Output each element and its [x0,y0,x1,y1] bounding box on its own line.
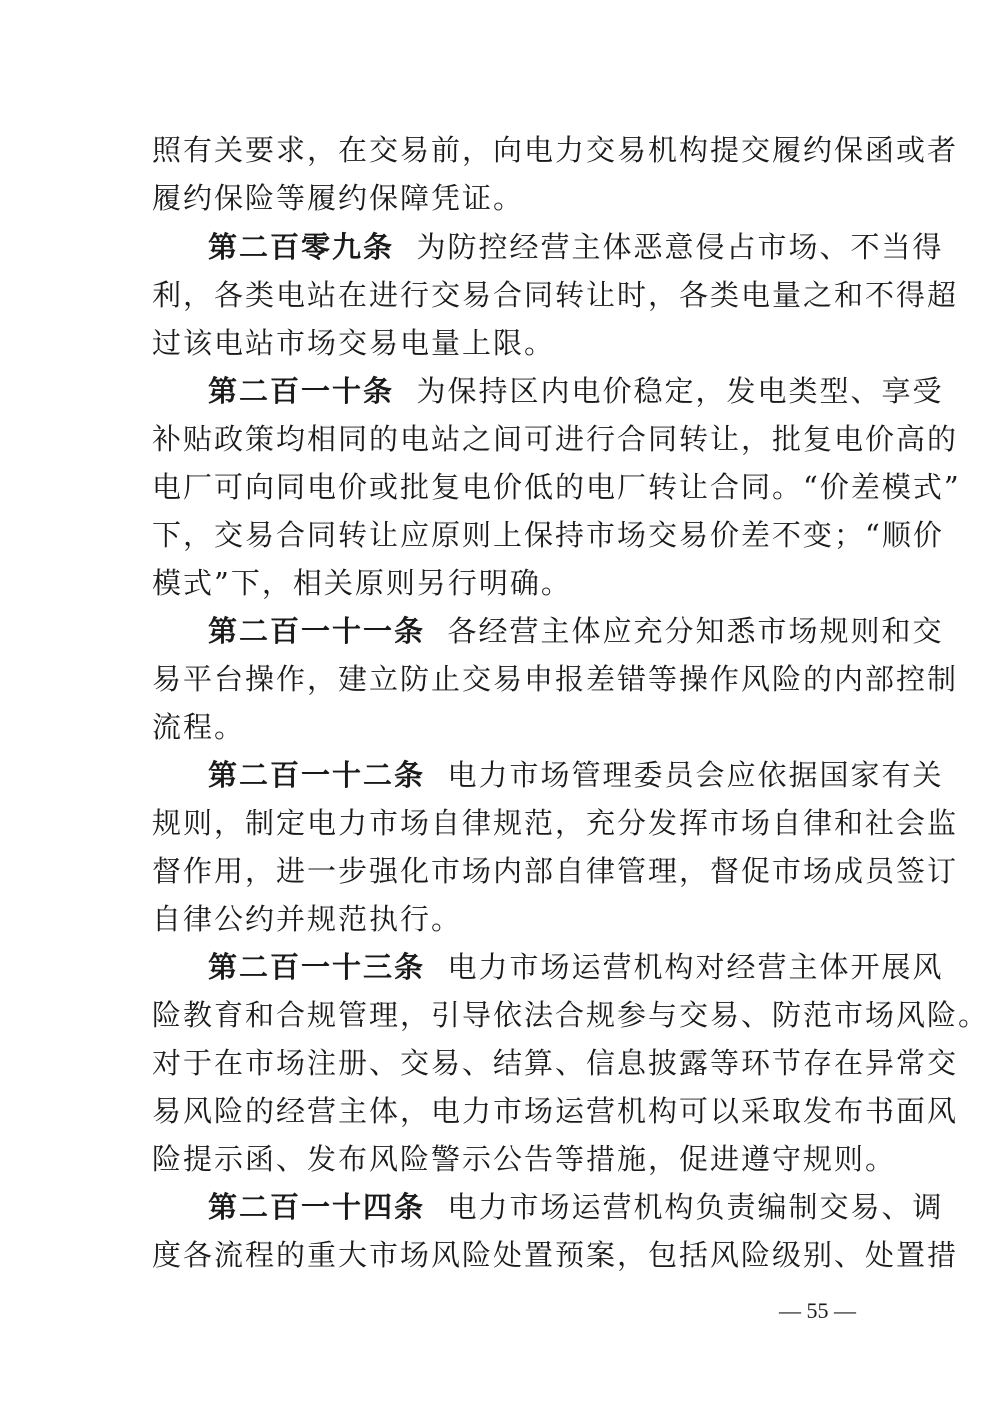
paragraph-line: 对于在市场注册、交易、结算、信息披露等环节存在异常交 [152,1046,959,1080]
article-text: 电力市场运营机构负责编制交易、调 [447,1190,944,1224]
paragraph-line: 度各流程的重大市场风险处置预案，包括风险级别、处置措 [152,1238,959,1272]
paragraph-line: 利，各类电站在进行交易合同转让时，各类电量之和不得超 [152,278,959,312]
article-number: 第二百一十条 [208,374,395,408]
paragraph-line: 督作用，进一步强化市场内部自律管理，督促市场成员签订 [152,854,959,888]
article-214-first-line [208,1187,944,1227]
paragraph-line: 电厂可向同电价或批复电价低的电厂转让合同。“价差模式” [152,470,961,504]
paragraph-line: 规则，制定电力市场自律规范，充分发挥市场自律和社会监 [152,806,959,840]
paragraph-line: 易平台操作，建立防止交易申报差错等操作风险的内部控制 [152,662,959,696]
article-text: 为防控经营主体恶意侵占市场、不当得 [416,230,944,264]
paragraph-line: 补贴政策均相同的电站之间可进行合同转让，批复电价高的 [152,422,959,456]
paragraph-line: 照有关要求，在交易前，向电力交易机构提交履约保函或者 [152,133,959,167]
article-209-first-line [208,227,944,267]
paragraph-line: 易风险的经营主体，电力市场运营机构可以采取发布书面风 [152,1094,959,1128]
article-number: 第二百一十三条 [208,950,426,984]
paragraph-line: 险提示函、发布风险警示公告等措施，促进遵守规则。 [152,1142,897,1176]
article-text: 各经营主体应充分知悉市场规则和交 [447,614,944,648]
article-text: 电力市场运营机构对经营主体开展风 [447,950,944,984]
paragraph-line: 履约保险等履约保障凭证。 [152,181,525,215]
article-number: 第二百一十一条 [208,614,426,648]
article-number: 第二百一十四条 [208,1190,426,1224]
paragraph-line: 自律公约并规范执行。 [152,902,463,936]
article-210-first-line [208,371,944,411]
article-211-first-line [208,611,944,651]
article-number: 第二百零九条 [208,230,395,264]
page-number: — 55 — [779,1298,856,1323]
article-text: 电力市场管理委员会应依据国家有关 [447,758,944,792]
article-text: 为保持区内电价稳定，发电类型、享受 [416,374,944,408]
paragraph-line: 过该电站市场交易电量上限。 [152,326,556,360]
article-212-first-line [208,755,944,795]
paragraph-line: 模式”下，相关原则另行明确。 [152,566,572,600]
paragraph-line: 险教育和合规管理，引导依法合规参与交易、防范市场风险。 [152,998,990,1032]
paragraph-line: 流程。 [152,710,246,744]
article-213-first-line [208,947,944,987]
paragraph-line: 下，交易合同转让应原则上保持市场交易价差不变；“顺价 [152,518,944,552]
article-number: 第二百一十二条 [208,758,426,792]
